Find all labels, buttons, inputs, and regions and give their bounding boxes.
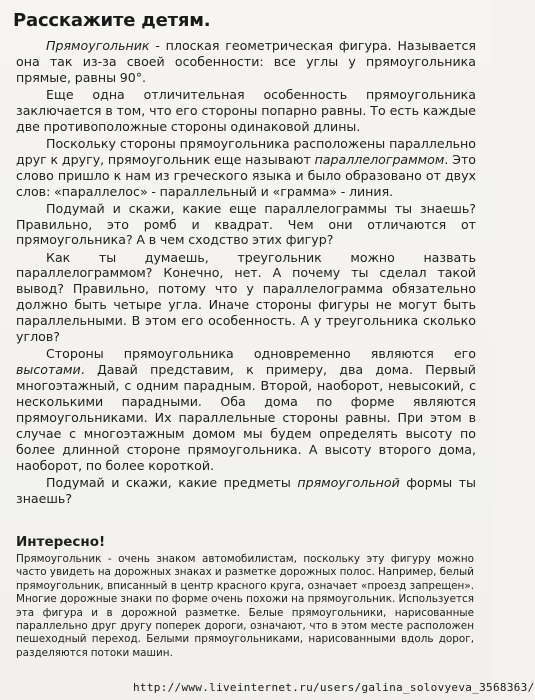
paragraph-1 (16, 38, 476, 86)
term-rectangle: Прямоугольник (46, 38, 150, 53)
paragraph-5: Как ты думаешь, треугольник можно назвать параллелограммом? Конечно, нет. А почему ты сделал такой вывод? Правильно, потому что у параллелограмма обязательно должно быть четыре угла. Иначе стороны фигуры не могут быть параллельными. В этом его особенность. А у треугольника сколько углов? (16, 249, 476, 345)
page-title: Расскажите детям. (13, 10, 211, 31)
paragraph-4: Подумай и скажи, какие еще параллелограммы ты знаешь? Правильно, это ромб и квадрат. Чем они отличаются от прямоугольника? А в чем сходство этих фигур? (16, 200, 476, 248)
main-text (16, 38, 476, 508)
paragraph-3-part-b: . Это слово пришло к нам из греческого языка и было образовано от двух слов: «параллелос» - параллельный и «грамма» - линия. (16, 151, 476, 199)
paragraph-7-part-b: формы ты знаешь? (16, 474, 476, 506)
paragraph-3 (16, 136, 476, 200)
interesting-box (16, 553, 474, 660)
paragraph-3-part-a: Поскольку стороны прямоугольника расположены параллельно друг к другу, прямоугольник еще называют (16, 135, 476, 167)
paragraph-6-part-b: . Давай представим, к примеру, два дома. Первый многоэтажный, с одним парадным. Второй, наоборот, невысокий, с несколькими парадными. Оба дома по форме являются прямоугольниками. Их параллельные стороны равны. При этом в случае с многоэтажным домом мы будем определять высоту по более длинной стороне прямоугольника. А высоту второго дома, наоборот, по более короткой. (16, 362, 476, 473)
term-heights: высотами (16, 362, 81, 378)
term-parallelogram: параллелограммом (314, 151, 445, 167)
paragraph-1-text: - плоская геометрическая фигура. Называется она так из-за своей особенности: все углы у прямоугольника прямые, равны 90°. (16, 38, 476, 85)
paragraph-2: Еще одна отличительная особенность прямоугольника заключается в том, что его стороны попарно равны. То есть каждые две противоположные стороны одинаковой длины. (16, 86, 476, 134)
term-rectangular: прямоугольной (297, 474, 400, 490)
paragraph-6 (16, 346, 476, 473)
paragraph-7-part-a: Подумай и скажи, какие предметы (46, 474, 298, 490)
interesting-heading: Интересно! (16, 534, 106, 550)
paragraph-7 (16, 475, 476, 507)
paragraph-6-part-a: Стороны прямоугольника одновременно являются его (46, 346, 476, 362)
source-url: http://www.liveinternet.ru/users/galina_solovyeva_3568363/ (133, 681, 535, 694)
interesting-text: Прямоугольник - очень знаком автомобилистам, поскольку эту фигуру можно часто увидеть на дорожных знаках и разметке дорожных полос. Например, белый прямоугольник, вписанный в центр красного круга, означает «проезд запрещен». Многие дорожные знаки по форме очень похожи на прямоугольник. Используется эта фигура и в дорожной разметке. Белые прямоугольники, нарисованные параллельно друг другу поперек дороги, означают, что в этом месте расположен пешеходный переход. Белыми прямоугольниками, нарисованными вдоль дорог, разделяются потоки машин. (16, 553, 474, 659)
